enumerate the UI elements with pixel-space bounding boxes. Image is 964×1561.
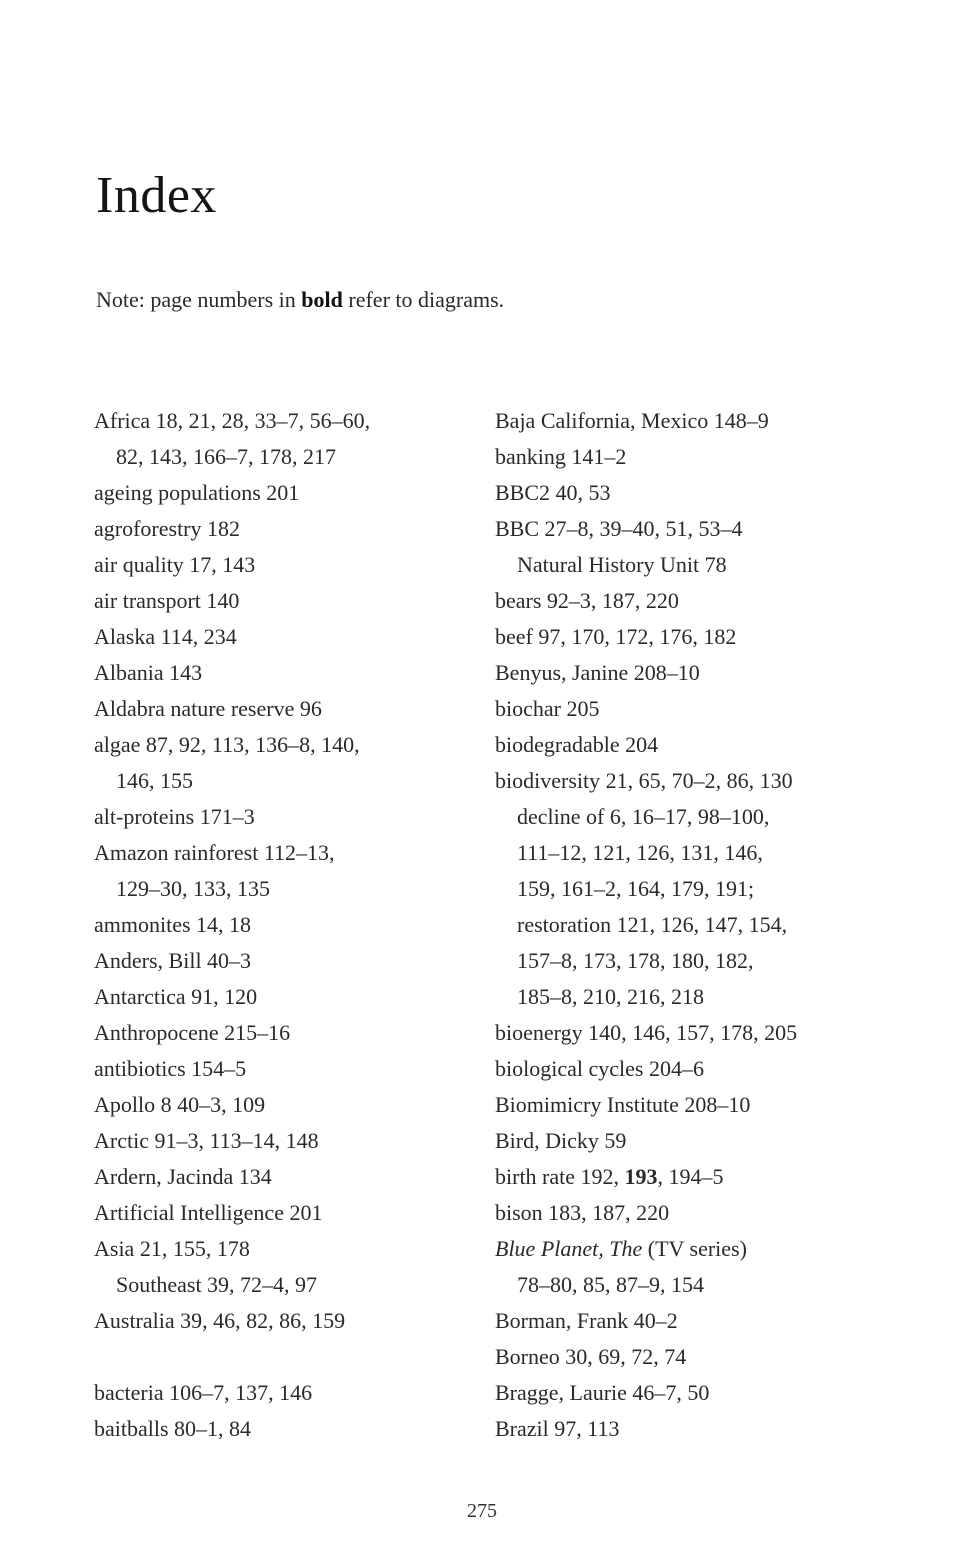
index-entry: Antarctica 91, 120 (94, 984, 258, 1009)
index-entry: biodiversity 21, 65, 70–2, 86, 130 (495, 768, 793, 793)
index-subentry: Southeast 39, 72–4, 97 (116, 1272, 318, 1297)
index-entry: Ardern, Jacinda 134 (94, 1164, 272, 1189)
note-bold-word: bold (301, 287, 343, 312)
index-entry-continuation: 129–30, 133, 135 (116, 876, 270, 901)
index-entry: baitballs 80–1, 84 (94, 1416, 252, 1441)
letter-section-gap (94, 1339, 474, 1375)
index-subentry: Natural History Unit 78 (517, 552, 727, 577)
index-entry: BBC 27–8, 39–40, 51, 53–4 (495, 516, 743, 541)
index-entry: bacteria 106–7, 137, 146 (94, 1380, 313, 1405)
index-subentry: restoration 121, 126, 147, 154, (517, 912, 788, 937)
index-entry: algae 87, 92, 113, 136–8, 140, (94, 732, 360, 757)
index-entry: Anders, Bill 40–3 (94, 948, 252, 973)
index-entry-blue-planet (495, 1231, 915, 1267)
index-entry: bears 92–3, 187, 220 (495, 588, 679, 613)
index-entry: Albania 143 (94, 660, 203, 685)
index-column-left (94, 403, 474, 1447)
index-entry: Africa 18, 21, 28, 33–7, 56–60, (94, 408, 371, 433)
index-entry: Bragge, Laurie 46–7, 50 (495, 1380, 710, 1405)
entry-text: birth rate 192, (495, 1164, 625, 1189)
index-entry: Anthropocene 215–16 (94, 1020, 291, 1045)
index-entry: Apollo 8 40–3, 109 (94, 1092, 266, 1117)
index-entry: air quality 17, 143 (94, 552, 256, 577)
entry-text: , 194–5 (657, 1164, 724, 1189)
index-entry: Alaska 114, 234 (94, 624, 237, 649)
index-entry: ageing populations 201 (94, 480, 300, 505)
index-entry-continuation: 78–80, 85, 87–9, 154 (517, 1272, 704, 1297)
index-entry: Borman, Frank 40–2 (495, 1308, 678, 1333)
index-subentry: decline of 6, 16–17, 98–100, (517, 804, 770, 829)
entry-text: (TV series) (642, 1236, 747, 1261)
index-entry-birth-rate (495, 1159, 915, 1195)
index-entry: Baja California, Mexico 148–9 (495, 408, 769, 433)
page-number: 275 (467, 1500, 497, 1522)
index-entry: biochar 205 (495, 696, 600, 721)
index-entry: Benyus, Janine 208–10 (495, 660, 700, 685)
index-entry: Australia 39, 46, 82, 86, 159 (94, 1308, 346, 1333)
index-entry: Biomimicry Institute 208–10 (495, 1092, 751, 1117)
index-entry: BBC2 40, 53 (495, 480, 611, 505)
index-note (96, 287, 504, 313)
page-title: Index (96, 167, 217, 224)
index-entry: Arctic 91–3, 113–14, 148 (94, 1128, 319, 1153)
diagram-page-ref: 193 (624, 1164, 658, 1189)
work-title: Blue Planet, The (495, 1236, 643, 1261)
index-subentry-continuation: 157–8, 173, 178, 180, 182, (517, 948, 754, 973)
note-prefix: Note: page numbers in (96, 287, 302, 312)
index-entry: Amazon rainforest 112–13, (94, 840, 335, 865)
index-subentry-continuation: 159, 161–2, 164, 179, 191; (517, 876, 755, 901)
index-entry-continuation: 82, 143, 166–7, 178, 217 (116, 444, 336, 469)
index-entry: biological cycles 204–6 (495, 1056, 704, 1081)
index-entry: air transport 140 (94, 588, 240, 613)
index-entry: biodegradable 204 (495, 732, 659, 757)
index-subentry-continuation: 185–8, 210, 216, 218 (517, 984, 704, 1009)
index-entry: antibiotics 154–5 (94, 1056, 247, 1081)
index-subentry-continuation: 111–12, 121, 126, 131, 146, (517, 840, 763, 865)
index-entry: Bird, Dicky 59 (495, 1128, 627, 1153)
index-column-right (495, 403, 915, 1447)
index-entry: ammonites 14, 18 (94, 912, 252, 937)
index-entry: bison 183, 187, 220 (495, 1200, 670, 1225)
index-entry: alt-proteins 171–3 (94, 804, 255, 829)
index-entry: Aldabra nature reserve 96 (94, 696, 322, 721)
index-entry: banking 141–2 (495, 444, 627, 469)
note-suffix: refer to diagrams. (342, 287, 505, 312)
index-entry: Artificial Intelligence 201 (94, 1200, 323, 1225)
index-entry: Asia 21, 155, 178 (94, 1236, 250, 1261)
index-entry: beef 97, 170, 172, 176, 182 (495, 624, 737, 649)
index-entry: bioenergy 140, 146, 157, 178, 205 (495, 1020, 798, 1045)
index-entry: Borneo 30, 69, 72, 74 (495, 1344, 687, 1369)
index-entry-continuation: 146, 155 (116, 768, 193, 793)
index-entry: agroforestry 182 (94, 516, 241, 541)
index-entry: Brazil 97, 113 (495, 1416, 620, 1441)
